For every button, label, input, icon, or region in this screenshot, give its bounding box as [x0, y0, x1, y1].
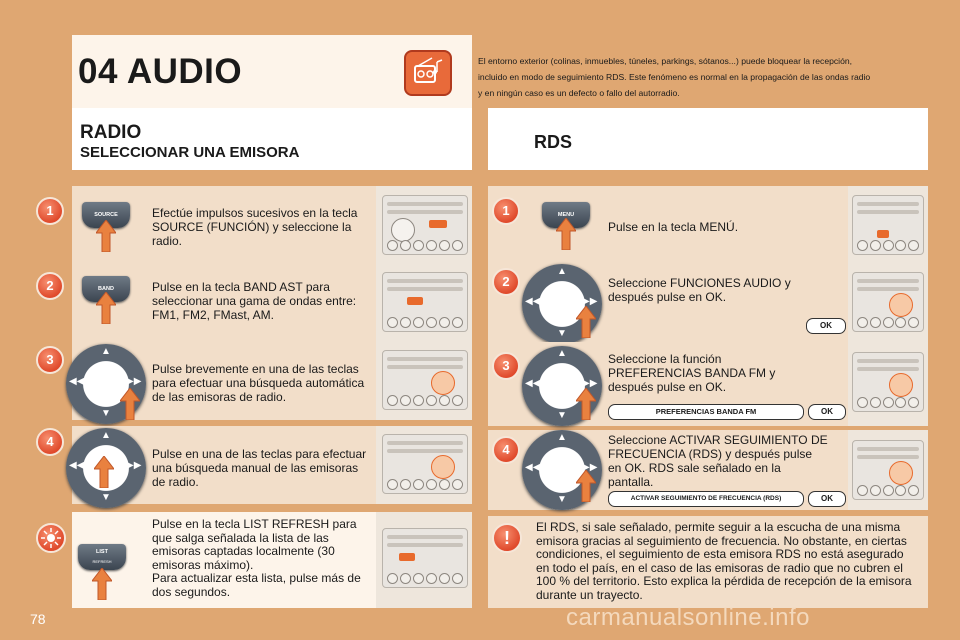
navigation-dial[interactable]: ▲ ▼ ◀◀ ▶▶ [66, 428, 146, 508]
step-number: 1 [492, 197, 520, 225]
step-text: Seleccione FUNCIONES AUDIO y después pulse en OK. [608, 276, 791, 304]
ok-button[interactable]: OK [808, 404, 846, 420]
activar-seguimiento-menu-item[interactable]: ACTIVAR SEGUIMIENTO DE FRECUENCIA (RDS) [608, 491, 804, 507]
audio-chapter-icon [404, 50, 452, 96]
step-number: 3 [36, 346, 64, 374]
warning-icon: ! [492, 523, 522, 553]
intro-text: El entorno exterior (colinas, inmuebles, túneles, parkings, sótanos...) puede bloquear la recepción, incluido en modo de seguimiento RDS. Este fenómeno es normal en la propagación de las ondas radio y en ningún caso es un defecto o fallo del autorradio. [478, 56, 871, 98]
step-number: 2 [492, 268, 520, 296]
step-number: 1 [36, 197, 64, 225]
radio-unit-image [382, 195, 468, 255]
radio-unit-image [382, 272, 468, 332]
band-key[interactable]: BAND [82, 276, 130, 302]
press-arrow-icon [94, 456, 114, 488]
radio-subtitle: SELECCIONAR UNA EMISORA [80, 144, 300, 161]
radio-unit-image [382, 528, 468, 588]
press-arrow-icon [96, 220, 116, 252]
note-text: El RDS, si sale señalado, permite seguir a la escucha de una misma emisora gracias al seguimiento de frecuencia. No obstante, en ciertas condiciones, el seguimiento de esta emisora RDS no está asegurado en todo el país, en el caso de las emisoras de radio que no cubren el 100 % del territorio. Esto explica la pérdida de recepción de la emisora durante un trayecto. [536, 520, 912, 602]
step-number: 4 [36, 428, 64, 456]
navigation-dial[interactable]: ▲ ▼ ◀◀ ▶▶ [522, 264, 602, 344]
press-arrow-icon [576, 306, 596, 338]
navigation-dial[interactable]: ▲ ▼ ◀◀ ▶▶ [66, 344, 146, 424]
ok-button[interactable]: OK [808, 491, 846, 507]
key-label: LIST [96, 549, 108, 555]
list-refresh-key[interactable] [78, 544, 126, 570]
navigation-dial[interactable]: ▲ ▼ ◀◀ ▶▶ [522, 346, 602, 426]
menu-key[interactable]: MENU [542, 202, 590, 228]
source-key[interactable]: SOURCE [82, 202, 130, 228]
radio-unit-image [852, 195, 924, 255]
step-number: 2 [36, 272, 64, 300]
step-text: Pulse en una de las teclas para efectuar una búsqueda manual de las emisoras de radio. [152, 447, 367, 489]
key-sublabel: REFRESH [92, 559, 112, 564]
radio-title: RADIO [80, 122, 142, 143]
chapter-title: 04 AUDIO [78, 52, 243, 91]
press-arrow-icon [92, 568, 112, 600]
step-number: 3 [492, 352, 520, 380]
step-text: Pulse brevemente en una de las teclas para efectuar una búsqueda automática de las emisoras de radio. [152, 362, 365, 404]
radio-unit-image [852, 440, 924, 500]
step-text: Seleccione ACTIVAR SEGUIMIENTO DE FRECUENCIA (RDS) y después pulse en OK. RDS sale señalado en la pantalla. [608, 433, 828, 489]
press-arrow-icon [576, 470, 596, 502]
navigation-dial[interactable]: ▲ ▼ ◀◀ ▶▶ [522, 430, 602, 510]
press-arrow-icon [576, 388, 596, 420]
step-text: Pulse en la tecla MENÚ. [608, 220, 739, 234]
ok-button[interactable]: OK [806, 318, 846, 334]
tip-icon [36, 523, 66, 553]
step-text: Seleccione la función PREFERENCIAS BANDA FM y después pulse en OK. [608, 352, 776, 394]
step-text: Efectúe impulsos sucesivos en la tecla SOURCE (FUNCIÓN) y seleccione la radio. [152, 206, 358, 248]
preferencias-banda-fm-menu-item[interactable]: PREFERENCIAS BANDA FM [608, 404, 804, 420]
press-arrow-icon [556, 218, 576, 250]
radio-unit-image [382, 434, 468, 494]
watermark: carmanualsonline.info [566, 604, 810, 631]
page-number: 78 [30, 611, 46, 627]
press-arrow-icon [120, 388, 140, 420]
rds-title: RDS [534, 132, 573, 152]
press-arrow-icon [96, 292, 116, 324]
radio-unit-image [852, 352, 924, 412]
radio-unit-image [852, 272, 924, 332]
radio-unit-image [382, 350, 468, 410]
step-text: Pulse en la tecla BAND AST para seleccionar una gama de ondas entre: FM1, FM2, FMast, AM. [152, 280, 357, 322]
step-number: 4 [492, 436, 520, 464]
tip-text: Pulse en la tecla LIST REFRESH para que salga señalada la lista de las emisoras captadas localmente (30 emisoras máximo). Para actualizar esta lista, pulse más de dos segundos. [152, 517, 361, 599]
